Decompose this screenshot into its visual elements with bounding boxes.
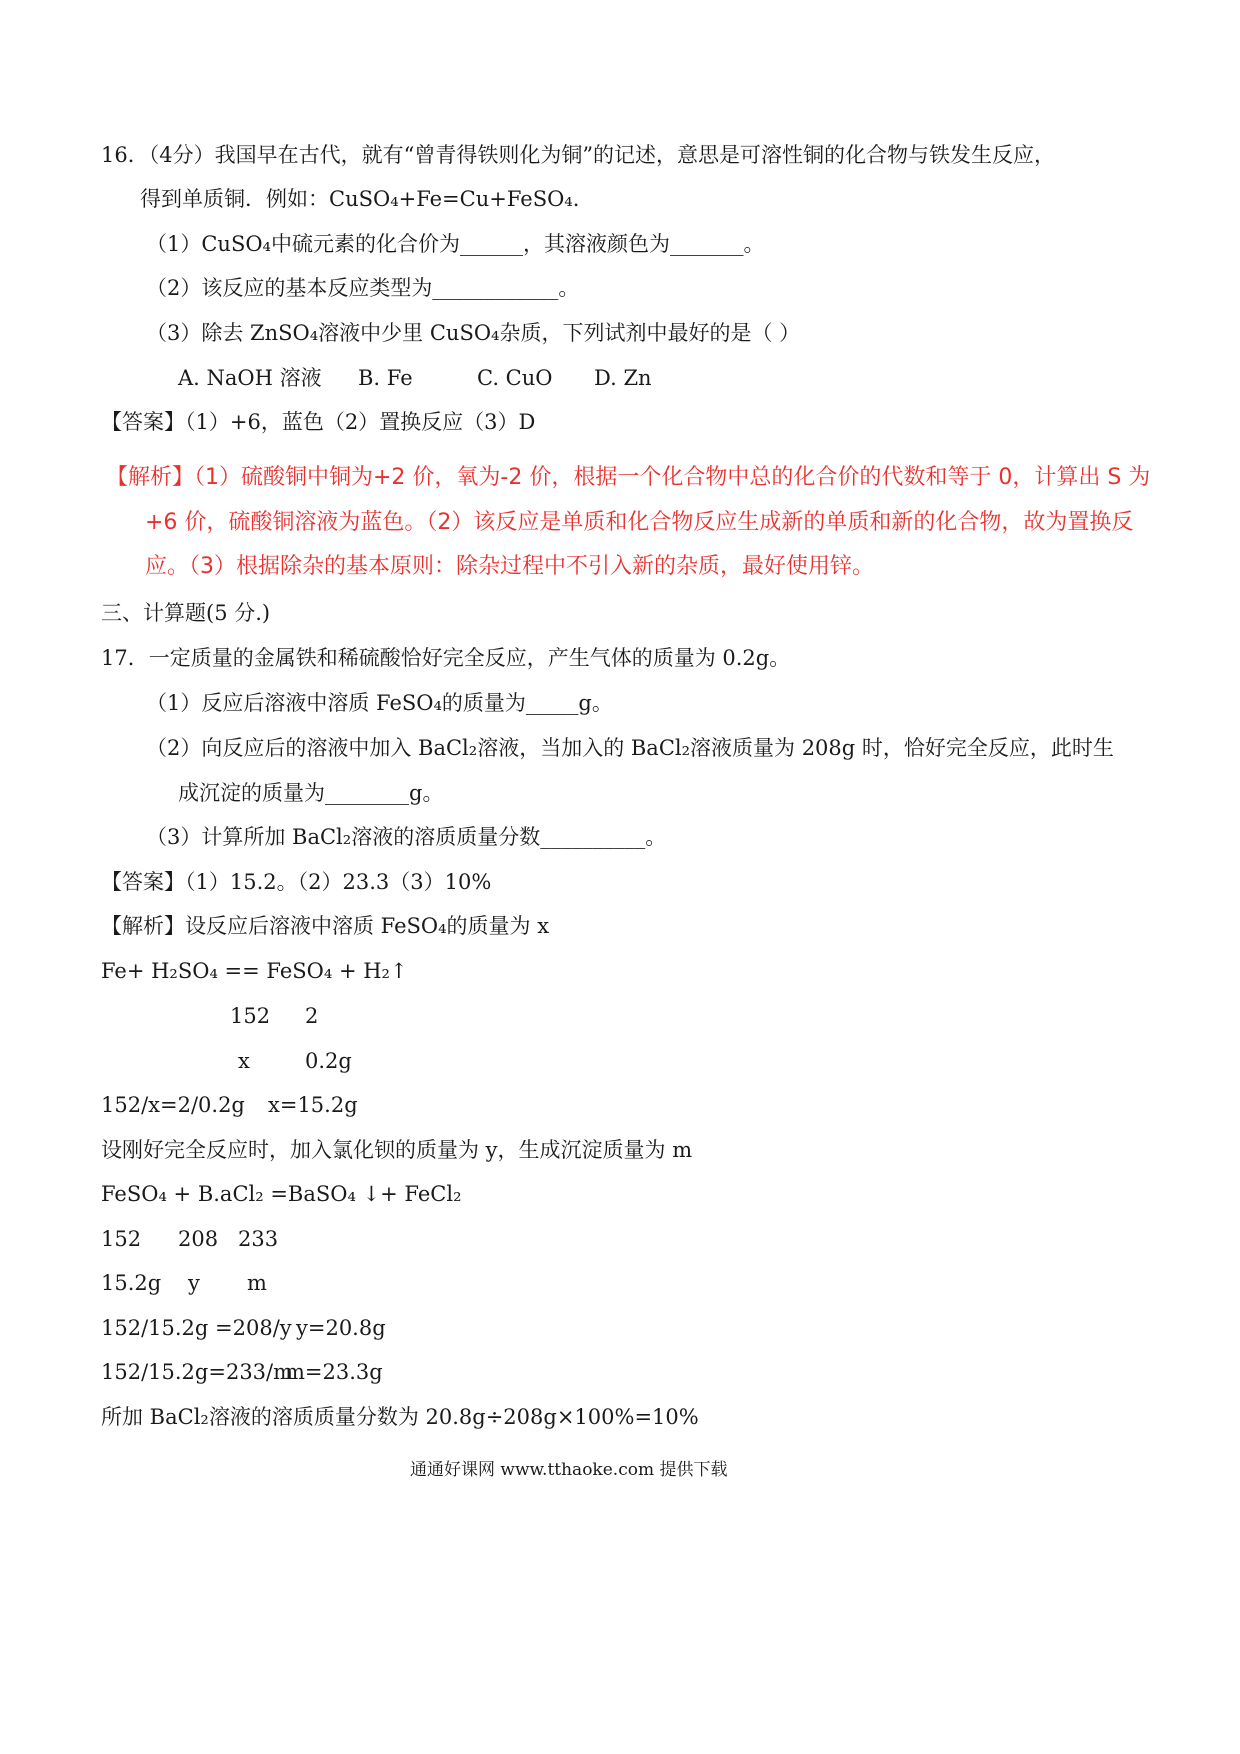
eq2-mass-feso4: 152 xyxy=(101,1227,142,1251)
calc3-ratio: 152/15.2g=233/m xyxy=(101,1360,294,1384)
eq2-mass-baso4: 233 xyxy=(238,1227,279,1251)
q17-sub2-line2: 成沉淀的质量为________g。 xyxy=(178,781,444,805)
footer-text: 通通好课网 www.tthaoke.com 提供下载 xyxy=(410,1460,728,1480)
q16-stem-line1: 16．（4分）我国早在古代，就有“曾青得铁则化为铜”的记述，意思是可溶性铜的化合物与铁发生反应， xyxy=(101,143,1056,167)
eq1-mass-h2: 2 xyxy=(305,1004,319,1028)
eq2-value-feso4: 15.2g xyxy=(101,1271,162,1295)
eq2-value-m: m xyxy=(247,1271,267,1295)
q16-analysis-line3: 应。（3）根据除杂的基本原则：除杂过程中不引入新的杂质，最好使用锌。 xyxy=(145,554,874,579)
q17-answer: 【答案】（1）15.2。（2）23.3（3）10% xyxy=(101,870,492,894)
q16-sub2: （2）该反应的基本反应类型为____________。 xyxy=(146,276,580,300)
calc3-result: m=23.3g xyxy=(285,1360,383,1384)
q16-analysis-line1: 【解析】（1）硫酸铜中铜为+2 价，氧为-2 价，根据一个化合物中总的化合价的代数和等于 0，计算出 S 为 xyxy=(106,465,1151,490)
q16-sub3: （3）除去 ZnSO₄溶液中少里 CuSO₄杂质，下列试剂中最好的是（ ） xyxy=(146,321,801,345)
eq1-value-h2: 0.2g xyxy=(305,1049,352,1073)
section-3-title: 三、计算题(5 分.) xyxy=(101,601,271,625)
eq2-value-y: y xyxy=(188,1271,200,1295)
final-result: 所加 BaCl₂溶液的溶质质量分数为 20.8g÷208g×100%=10% xyxy=(101,1405,699,1429)
calc1-result: x=15.2g xyxy=(268,1093,358,1117)
q16-answer: 【答案】（1）+6，蓝色（2）置换反应（3）D xyxy=(101,410,536,434)
q16-sub1: （1）CuSO₄中硫元素的化合价为______，其溶液颜色为_______。 xyxy=(146,232,765,256)
eq1-value-x: x xyxy=(238,1049,250,1073)
equation-1: Fe+ H₂SO₄ == FeSO₄ + H₂↑ xyxy=(101,959,408,983)
q17-analysis-intro: 【解析】设反应后溶液中溶质 FeSO₄的质量为 x xyxy=(101,914,550,938)
equation-2: FeSO₄ + B.aCl₂ =BaSO₄ ↓+ FeCl₂ xyxy=(101,1182,462,1206)
q16-stem-line2: 得到单质铜．例如：CuSO₄+Fe=Cu+FeSO₄. xyxy=(140,187,580,211)
q17-sub2-line1: （2）向反应后的溶液中加入 BaCl₂溶液，当加入的 BaCl₂溶液质量为 208g 时，恰好完全反应，此时生 xyxy=(146,736,1114,760)
eq2-mass-bacl2: 208 xyxy=(178,1227,219,1251)
calc2-result: y=20.8g xyxy=(296,1316,386,1340)
eq1-mass-feso4: 152 xyxy=(230,1004,271,1028)
q17-sub1: （1）反应后溶液中溶质 FeSO₄的质量为_____g。 xyxy=(146,691,613,715)
q16-analysis-line2: +6 价，硫酸铜溶液为蓝色。（2）该反应是单质和化合物反应生成新的单质和新的化合物，故为置换反 xyxy=(145,510,1134,535)
q16-option-b: B. Fe xyxy=(358,366,413,390)
setup-2: 设刚好完全反应时，加入氯化钡的质量为 y，生成沉淀质量为 m xyxy=(101,1138,693,1162)
calc1-ratio: 152/x=2/0.2g xyxy=(101,1093,245,1117)
q16-option-a: A. NaOH 溶液 xyxy=(178,366,322,390)
q17-sub3: （3）计算所加 BaCl₂溶液的溶质质量分数__________。 xyxy=(146,825,667,849)
q17-stem: 17．一定质量的金属铁和稀硫酸恰好完全反应，产生气体的质量为 0.2g。 xyxy=(101,646,791,670)
q16-option-d: D. Zn xyxy=(594,366,652,390)
q16-option-c: C. CuO xyxy=(477,366,553,390)
calc2-ratio: 152/15.2g =208/y xyxy=(101,1316,292,1340)
